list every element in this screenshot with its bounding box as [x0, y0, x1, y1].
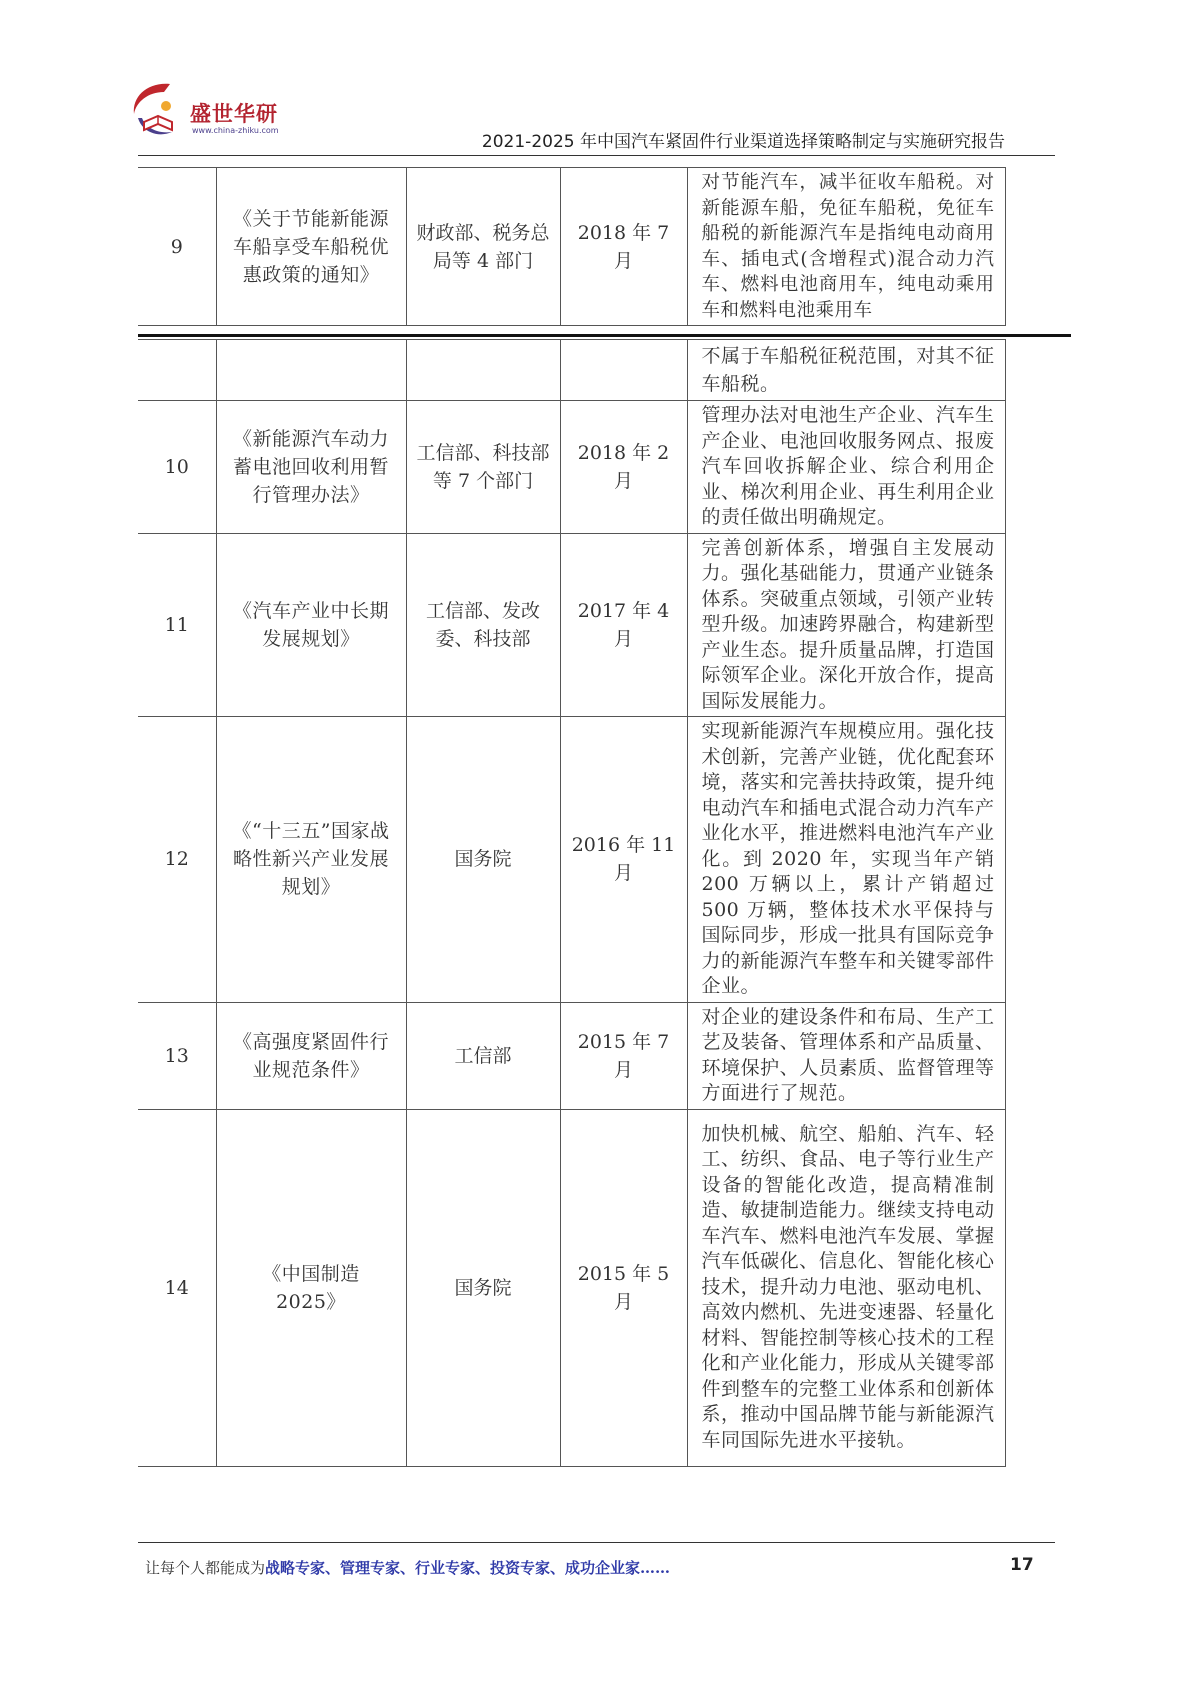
row-number [138, 340, 216, 401]
footer-slogan [145, 1557, 670, 1578]
logo-emblem-icon [128, 78, 192, 142]
row-number: 11 [138, 533, 216, 717]
issue-date: 2016 年 11 月 [560, 717, 687, 1003]
policy-document [216, 340, 406, 401]
issuing-authority: 工信部、发改委、科技部 [406, 533, 560, 717]
policy-document: 《“十三五”国家战略性新兴产业发展规划》 [216, 717, 406, 1003]
policy-content: 对企业的建设条件和布局、生产工艺及装备、管理体系和产品质量、环境保护、人员素质、监督管理等方面进行了规范。 [687, 1002, 1005, 1109]
issue-date: 2015 年 7 月 [560, 1002, 687, 1109]
issuing-authority: 国务院 [406, 1109, 560, 1466]
table-split-divider [138, 334, 1071, 337]
issue-date: 2017 年 4 月 [560, 533, 687, 717]
policy-document: 《新能源汽车动力蓄电池回收利用暂行管理办法》 [216, 401, 406, 534]
policy-content: 管理办法对电池生产企业、汽车生产企业、电池回收服务网点、报废汽车回收拆解企业、综合利用企业、梯次利用企业、再生利用企业的责任做出明确规定。 [687, 401, 1005, 534]
table-row [138, 168, 1005, 326]
policy-content: 不属于车船税征税范围，对其不征车船税。 [687, 340, 1005, 401]
issue-date: 2018 年 2 月 [560, 401, 687, 534]
policy-document: 《中国制造 2025》 [216, 1109, 406, 1466]
row-number: 12 [138, 717, 216, 1003]
page-number: 17 [1010, 1555, 1034, 1575]
table-row [138, 1109, 1005, 1466]
row-number: 14 [138, 1109, 216, 1466]
policy-content: 加快机械、航空、船舶、汽车、轻工、纺织、食品、电子等行业生产设备的智能化改造，提高精准制造、敏捷制造能力。继续支持电动车汽车、燃料电池汽车发展、掌握汽车低碳化、信息化、智能化核心技术，提升动力电池、驱动电机、高效内燃机、先进变速器、轻量化材料、智能控制等核心技术的工程化和产业化能力，形成从关键零部件到整车的完整工业体系和创新体系，推动中国品牌节能与新能源汽车同国际先进水平接轨。 [687, 1109, 1005, 1466]
policy-document: 《高强度紧固件行业规范条件》 [216, 1002, 406, 1109]
issue-date: 2018 年 7 月 [560, 168, 687, 326]
issuing-authority: 财政部、税务总局等 4 部门 [406, 168, 560, 326]
policy-table-top [138, 167, 1006, 326]
issuing-authority: 工信部 [406, 1002, 560, 1109]
header-divider [138, 155, 1055, 156]
table-row [138, 1002, 1005, 1109]
issuing-authority [406, 340, 560, 401]
policy-content: 实现新能源汽车规模应用。强化技术创新，完善产业链，优化配套环境，落实和完善扶持政策，提升纯电动汽车和插电式混合动力汽车产业化水平，推进燃料电池汽车产业化。到 2020 年，实现当年产销 200 万辆以上，累计产销超过 500 万辆，整体技术水平保持与国际同步，形成一批具有国际竞争力的新能源汽车整车和关键零部件企业。 [687, 717, 1005, 1003]
row-number: 9 [138, 168, 216, 326]
policy-content: 对节能汽车，减半征收车船税。对新能源车船，免征车船税，免征车船税的新能源汽车是指纯电动商用车、插电式(含增程式)混合动力汽车、燃料电池商用车，纯电动乘用车和燃料电池乘用车 [687, 168, 1005, 326]
table-row [138, 401, 1005, 534]
footer-slogan-prefix: 让每个人都能成为 [145, 1559, 266, 1577]
issuing-authority: 国务院 [406, 717, 560, 1003]
document-title: 2021-2025 年中国汽车紧固件行业渠道选择策略制定与实施研究报告 [481, 132, 1005, 152]
policy-table [138, 339, 1006, 1467]
issuing-authority: 工信部、科技部等 7 个部门 [406, 401, 560, 534]
table-row [138, 533, 1005, 717]
row-number: 13 [138, 1002, 216, 1109]
policy-content: 完善创新体系，增强自主发展动力。强化基础能力，贯通产业链条体系。突破重点领域，引领产业转型升级。加速跨界融合，构建新型产业生态。提升质量品牌，打造国际领军企业。深化开放合作，提高国际发展能力。 [687, 533, 1005, 717]
policy-document: 《关于节能新能源车船享受车船税优惠政策的通知》 [216, 168, 406, 326]
table-row-continuation [138, 340, 1005, 401]
brand-name: 盛世华研 [190, 102, 278, 126]
footer-slogan-highlight: 战略专家、管理专家、行业专家、投资专家、成功企业家…… [265, 1559, 671, 1577]
table-row [138, 717, 1005, 1003]
company-logo [128, 78, 298, 148]
policy-document: 《汽车产业中长期发展规划》 [216, 533, 406, 717]
row-number: 10 [138, 401, 216, 534]
issue-date: 2015 年 5 月 [560, 1109, 687, 1466]
brand-url: www.china-zhiku.com [192, 126, 279, 135]
issue-date [560, 340, 687, 401]
footer-divider [138, 1542, 1055, 1543]
